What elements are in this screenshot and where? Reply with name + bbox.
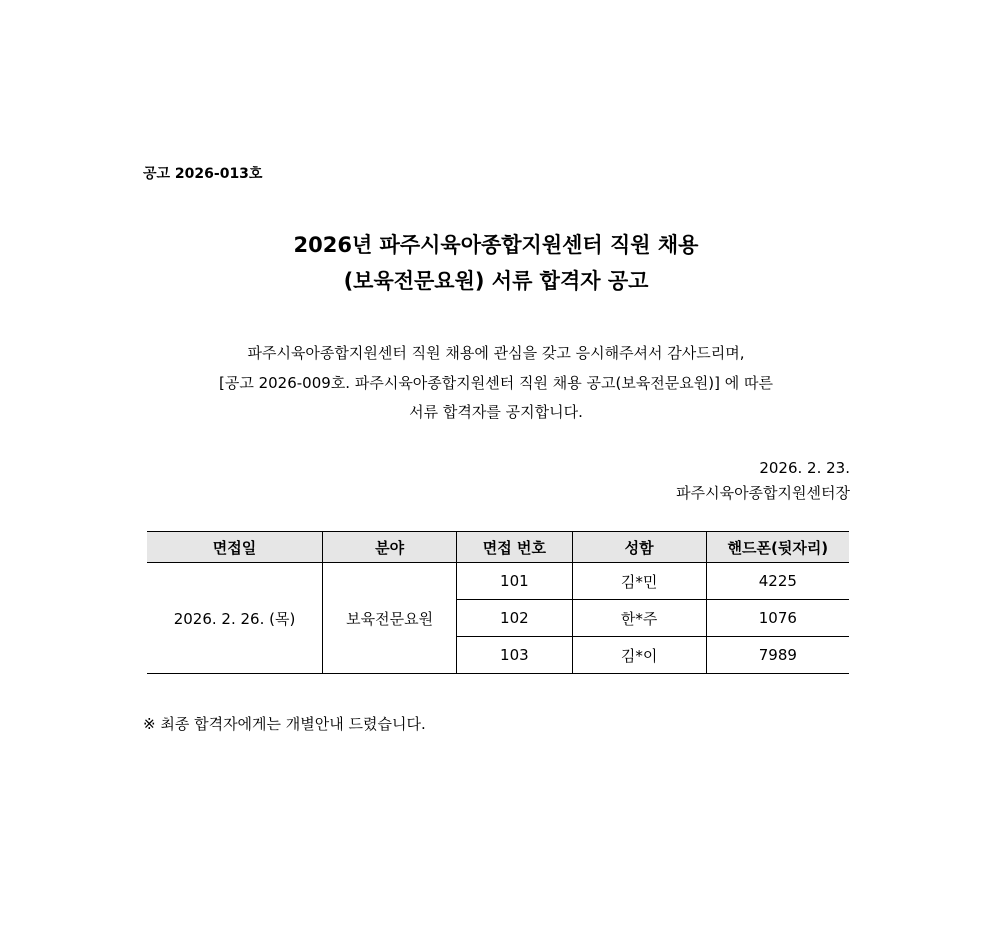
- results-table: [147, 531, 849, 674]
- field-cell: 보육전문요원: [323, 563, 457, 674]
- body-line-3: 서류 합격자를 공지합니다.: [409, 403, 583, 421]
- header-phone: 핸드폰(뒷자리): [706, 532, 849, 563]
- footnote: ※ 최종 합격자에게는 개별안내 드렸습니다.: [143, 715, 426, 733]
- header-field: 분야: [323, 532, 457, 563]
- announcement-date: 2026. 2. 23.: [759, 459, 850, 477]
- title-line-2: (보육전문요원) 서류 합격자 공고: [343, 269, 649, 293]
- table-header-row: [147, 532, 849, 563]
- interview-date-cell: 2026. 2. 26. (목): [147, 563, 323, 674]
- body-line-2: [공고 2026-009호. 파주시육아종합지원센터 직원 채용 공고(보육전문요원)] 에 따른: [219, 374, 773, 392]
- name-cell: 김*민: [572, 563, 706, 600]
- name-cell: 한*주: [572, 600, 706, 637]
- phone-cell: 4225: [706, 563, 849, 600]
- table-row: [147, 563, 849, 600]
- phone-cell: 7989: [706, 637, 849, 674]
- name-cell: 김*이: [572, 637, 706, 674]
- interview-number-cell: 101: [457, 563, 572, 600]
- interview-number-cell: 102: [457, 600, 572, 637]
- title-line-1: 2026년 파주시육아종합지원센터 직원 채용: [293, 233, 699, 257]
- interview-number-cell: 103: [457, 637, 572, 674]
- phone-cell: 1076: [706, 600, 849, 637]
- header-name: 성함: [572, 532, 706, 563]
- header-interview-date: 면접일: [147, 532, 323, 563]
- header-interview-number: 면접 번호: [457, 532, 572, 563]
- issuer-name: 파주시육아종합지원센터장: [676, 484, 850, 502]
- body-line-1: 파주시육아종합지원센터 직원 채용에 관심을 갖고 응시해주셔서 감사드리며,: [247, 344, 745, 362]
- notice-number: 공고 2026-013호: [143, 166, 263, 182]
